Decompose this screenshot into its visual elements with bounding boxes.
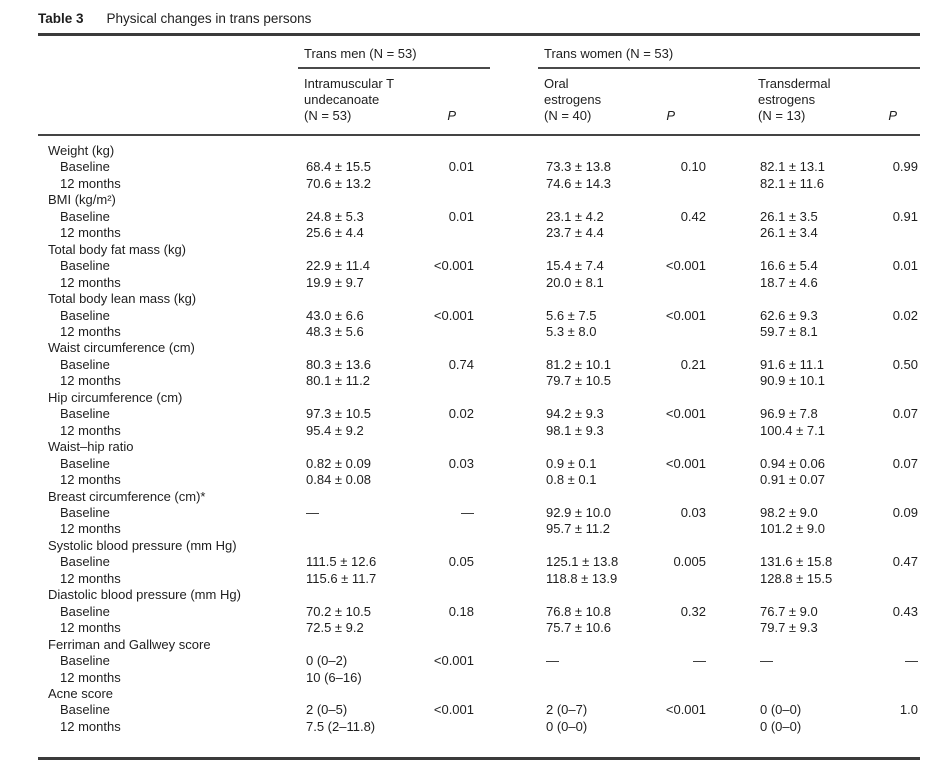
value-cell: — <box>306 504 319 520</box>
section-row <box>38 686 920 702</box>
value-cell: 24.8 ± 5.3 <box>306 208 364 224</box>
value-cell: 131.6 ± 15.8 <box>760 554 833 570</box>
p-value: <0.001 <box>665 307 706 323</box>
row-label: 12 months <box>60 570 121 586</box>
p-value: 0.05 <box>448 554 474 570</box>
value-cell: 75.7 ± 10.6 <box>546 620 611 636</box>
p-value: <0.001 <box>433 653 474 669</box>
table-row <box>38 554 920 570</box>
value-cell: 79.7 ± 10.5 <box>546 373 611 389</box>
section-label: BMI (kg/m²) <box>48 192 116 208</box>
value-cell: 16.6 ± 5.4 <box>760 258 818 274</box>
row-label: Baseline <box>60 653 110 669</box>
value-cell: 80.3 ± 13.6 <box>306 356 371 372</box>
value-cell: 128.8 ± 15.5 <box>760 570 833 586</box>
p-value: — <box>693 653 706 669</box>
p-value: 0.09 <box>892 504 918 520</box>
value-cell: 96.9 ± 7.8 <box>760 406 818 422</box>
value-cell: 94.2 ± 9.3 <box>546 406 604 422</box>
col-header-line: Intramuscular T <box>304 76 395 91</box>
p-value: 0.42 <box>680 208 706 224</box>
table-row <box>38 225 920 241</box>
p-value: 0.43 <box>892 603 918 619</box>
value-cell: 118.8 ± 13.9 <box>546 570 618 586</box>
value-cell: 23.1 ± 4.2 <box>546 208 604 224</box>
table-row <box>38 653 920 669</box>
section-row <box>38 489 920 505</box>
value-cell: 100.4 ± 7.1 <box>760 422 825 438</box>
p-value: 0.47 <box>892 554 918 570</box>
section-row <box>38 637 920 653</box>
value-cell: 0 (0–0) <box>546 718 588 734</box>
row-label: 12 months <box>60 521 121 537</box>
table-row <box>38 521 920 537</box>
section-label: Weight (kg) <box>48 143 115 158</box>
row-label: Baseline <box>60 554 110 570</box>
p-value: 1.0 <box>899 702 918 718</box>
col-header-line: (N = 40) <box>544 108 592 123</box>
value-cell: 0.91 ± 0.07 <box>760 472 825 488</box>
value-cell: 0.82 ± 0.09 <box>306 455 371 471</box>
p-value: 0.21 <box>680 356 706 372</box>
group-header-trans-men <box>298 45 490 69</box>
row-label: 12 months <box>60 669 121 685</box>
value-cell: 81.2 ± 10.1 <box>546 356 611 372</box>
value-cell: 23.7 ± 4.4 <box>546 225 604 241</box>
value-cell: 76.8 ± 10.8 <box>546 603 611 619</box>
value-cell: 19.9 ± 9.7 <box>306 274 364 290</box>
p-value: 0.03 <box>448 455 474 471</box>
value-cell: 0.8 ± 0.1 <box>546 472 597 488</box>
value-cell: 5.6 ± 7.5 <box>546 307 597 323</box>
value-cell: 5.3 ± 8.0 <box>546 323 597 339</box>
table-number-label: Table 3 <box>38 11 84 26</box>
value-cell: 98.2 ± 9.0 <box>760 504 818 520</box>
value-cell: 111.5 ± 12.6 <box>306 554 377 570</box>
value-cell: 91.6 ± 11.1 <box>760 356 824 372</box>
row-label: 12 months <box>60 323 121 339</box>
header-spacer <box>38 45 298 124</box>
value-cell: 20.0 ± 8.1 <box>546 274 604 290</box>
row-label: 12 months <box>60 422 121 438</box>
section-label: Waist–hip ratio <box>48 439 134 455</box>
p-value: <0.001 <box>665 702 706 718</box>
col-header-line: estrogens <box>758 92 816 107</box>
table-row <box>38 176 920 192</box>
table-row <box>38 423 920 439</box>
table-row <box>38 324 920 340</box>
value-cell: 92.9 ± 10.0 <box>546 504 611 520</box>
p-value: 0.91 <box>892 208 918 224</box>
table-row <box>38 719 920 735</box>
section-row <box>38 587 920 603</box>
p-value: <0.001 <box>665 258 706 274</box>
row-label: 12 months <box>60 274 121 290</box>
table-row <box>38 258 920 274</box>
p-value: 0.03 <box>680 504 706 520</box>
row-label: 12 months <box>60 718 121 734</box>
group-header-trans-women <box>538 45 920 69</box>
value-cell: 70.2 ± 10.5 <box>306 603 371 619</box>
row-label: 12 months <box>60 373 121 389</box>
value-cell: 125.1 ± 13.8 <box>546 554 619 570</box>
section-row <box>38 143 920 159</box>
group-label: Trans women (N = 53) <box>544 46 674 61</box>
section-row <box>38 242 920 258</box>
col-header-line: (N = 53) <box>304 108 352 123</box>
value-cell: 98.1 ± 9.3 <box>546 422 604 438</box>
section-label: Breast circumference (cm)* <box>48 488 206 504</box>
value-cell: — <box>546 653 559 669</box>
p-value: 0.01 <box>448 208 474 224</box>
table-caption-row <box>38 10 920 28</box>
value-cell: 97.3 ± 10.5 <box>306 406 371 422</box>
value-cell: 74.6 ± 14.3 <box>546 175 611 191</box>
table-row <box>38 505 920 521</box>
p-value: 0.01 <box>892 258 918 274</box>
value-cell: 82.1 ± 13.1 <box>760 159 825 175</box>
value-cell: 79.7 ± 9.3 <box>760 620 818 636</box>
value-cell: 82.1 ± 11.6 <box>760 175 824 191</box>
value-cell: 95.7 ± 11.2 <box>546 521 610 537</box>
p-value: — <box>461 504 474 520</box>
value-cell: 26.1 ± 3.4 <box>760 225 818 241</box>
table-header <box>38 36 920 134</box>
p-value: <0.001 <box>433 307 474 323</box>
table-3 <box>38 10 920 760</box>
value-cell: 73.3 ± 13.8 <box>546 159 611 175</box>
value-cell: 0 (0–0) <box>760 718 802 734</box>
table-row <box>38 209 920 225</box>
value-cell: 59.7 ± 8.1 <box>760 323 818 339</box>
row-label: Baseline <box>60 603 110 619</box>
value-cell: 101.2 ± 9.0 <box>760 521 825 537</box>
table-row <box>38 357 920 373</box>
value-cell: 70.6 ± 13.2 <box>306 175 371 191</box>
p-value: 0.74 <box>448 356 474 372</box>
row-label: Baseline <box>60 504 110 520</box>
p-value: 0.01 <box>448 159 474 175</box>
p-value: 0.07 <box>892 455 918 471</box>
col-header-p-oral: P <box>666 108 675 123</box>
value-cell: 68.4 ± 15.5 <box>306 159 371 175</box>
section-row <box>38 439 920 455</box>
row-label: 12 months <box>60 472 121 488</box>
col-header-p-trans-men: P <box>447 108 456 123</box>
p-value: 0.50 <box>892 356 918 372</box>
value-cell: 48.3 ± 5.6 <box>306 323 364 339</box>
row-label: Baseline <box>60 356 110 372</box>
p-value: 0.18 <box>448 603 474 619</box>
section-row <box>38 340 920 356</box>
value-cell: 0 (0–2) <box>306 653 348 669</box>
section-label: Acne score <box>48 685 114 701</box>
table-row <box>38 620 920 636</box>
row-label: Baseline <box>60 159 110 175</box>
table-title: Physical changes in trans persons <box>106 11 312 26</box>
value-cell: 2 (0–5) <box>306 702 348 718</box>
p-value: <0.001 <box>433 258 474 274</box>
p-value: 0.005 <box>673 554 706 570</box>
row-label: 12 months <box>60 175 121 191</box>
col-header-transdermal-estrogens <box>752 69 848 124</box>
p-value: <0.001 <box>433 702 474 718</box>
value-cell: 80.1 ± 11.2 <box>306 373 370 389</box>
col-header-intramuscular-t <box>298 69 398 124</box>
col-header-line: (N = 13) <box>758 108 806 123</box>
value-cell: 0 (0–0) <box>760 702 802 718</box>
p-value: 0.32 <box>680 603 706 619</box>
section-label: Ferriman and Gallwey score <box>48 636 211 652</box>
table-row <box>38 670 920 686</box>
value-cell: 62.6 ± 9.3 <box>760 307 818 323</box>
p-value: — <box>905 653 918 669</box>
table-row <box>38 604 920 620</box>
row-label: 12 months <box>60 225 121 241</box>
p-value: 0.99 <box>892 159 918 175</box>
value-cell: 18.7 ± 4.6 <box>760 274 818 290</box>
bottom-rule <box>38 757 920 760</box>
row-label: 12 months <box>60 620 121 636</box>
value-cell: 25.6 ± 4.4 <box>306 225 364 241</box>
group-label: Trans men (N = 53) <box>304 46 417 61</box>
col-header-p-transdermal: P <box>888 108 897 123</box>
value-cell: 95.4 ± 9.2 <box>306 422 364 438</box>
section-row <box>38 192 920 208</box>
col-header-line: estrogens <box>544 92 602 107</box>
section-label: Waist circumference (cm) <box>48 340 195 356</box>
table-row <box>38 702 920 718</box>
p-value: <0.001 <box>665 406 706 422</box>
col-header-line: undecanoate <box>304 92 380 107</box>
row-label: Baseline <box>60 702 110 718</box>
col-header-oral-estrogens <box>538 69 638 124</box>
value-cell: 90.9 ± 10.1 <box>760 373 825 389</box>
value-cell: 10 (6–16) <box>306 669 362 685</box>
value-cell: 72.5 ± 9.2 <box>306 620 364 636</box>
table-body <box>38 136 920 757</box>
section-row <box>38 390 920 406</box>
value-cell: 0.9 ± 0.1 <box>546 455 597 471</box>
table-row <box>38 456 920 472</box>
section-label: Total body lean mass (kg) <box>48 291 197 307</box>
value-cell: 76.7 ± 9.0 <box>760 603 818 619</box>
section-label: Systolic blood pressure (mm Hg) <box>48 537 237 553</box>
p-value: 0.07 <box>892 406 918 422</box>
row-label: Baseline <box>60 406 110 422</box>
value-cell: 0.94 ± 0.06 <box>760 455 825 471</box>
table-row <box>38 275 920 291</box>
value-cell: 2 (0–7) <box>546 702 588 718</box>
p-value: 0.10 <box>680 159 706 175</box>
value-cell: 115.6 ± 11.7 <box>306 570 377 586</box>
p-value: <0.001 <box>665 455 706 471</box>
table-row <box>38 159 920 175</box>
table-row <box>38 373 920 389</box>
p-value: 0.02 <box>448 406 474 422</box>
section-row <box>38 291 920 307</box>
table-row <box>38 571 920 587</box>
table-row <box>38 406 920 422</box>
col-header-line: Oral <box>544 76 569 91</box>
value-cell: 26.1 ± 3.5 <box>760 208 818 224</box>
p-value: 0.02 <box>892 307 918 323</box>
section-label: Diastolic blood pressure (mm Hg) <box>48 587 241 603</box>
section-label: Hip circumference (cm) <box>48 389 183 405</box>
value-cell: 0.84 ± 0.08 <box>306 472 371 488</box>
value-cell: 43.0 ± 6.6 <box>306 307 364 323</box>
table-row <box>38 308 920 324</box>
value-cell: 15.4 ± 7.4 <box>546 258 604 274</box>
value-cell: 22.9 ± 11.4 <box>306 258 370 274</box>
value-cell: — <box>760 653 773 669</box>
row-label: Baseline <box>60 258 110 274</box>
row-label: Baseline <box>60 455 110 471</box>
table-row <box>38 472 920 488</box>
value-cell: 7.5 (2–11.8) <box>306 718 376 734</box>
section-row <box>38 538 920 554</box>
section-label: Total body fat mass (kg) <box>48 241 186 257</box>
row-label: Baseline <box>60 208 110 224</box>
row-label: Baseline <box>60 307 110 323</box>
col-header-line: Transdermal <box>758 76 831 91</box>
